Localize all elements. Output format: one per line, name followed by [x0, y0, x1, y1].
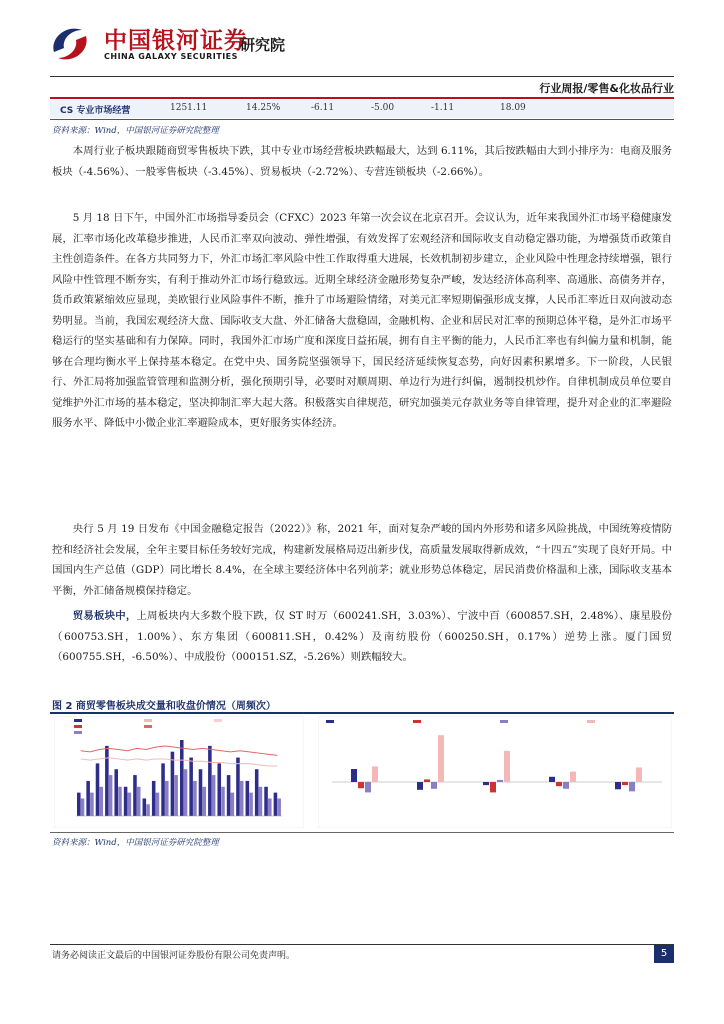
volume-bar [90, 793, 94, 816]
volume-bar [240, 781, 244, 816]
legend-swatch [74, 719, 82, 722]
volume-bar [109, 775, 113, 816]
change-bar [424, 779, 430, 782]
legend-swatch [144, 725, 152, 728]
volume-bar [180, 740, 184, 816]
legend-swatch [74, 725, 82, 728]
volume-bar [246, 781, 250, 816]
header-accent-divider [50, 97, 674, 99]
volume-bar [105, 746, 109, 816]
change-bar [351, 769, 357, 782]
change-bar [358, 782, 364, 788]
volume-price-chart [54, 716, 304, 828]
volume-bar [77, 793, 81, 816]
change-bar [570, 772, 576, 782]
table-source-note: 资料来源：Wind，中国银河证券研究院整理 [52, 126, 219, 136]
table-cell: 1251.11 [170, 103, 208, 113]
change-bar [636, 767, 642, 782]
legend-swatch [74, 731, 82, 734]
volume-bar [277, 798, 281, 816]
figure-title: 图 2 商贸零售板块成交量和收盘价情况（周频次） [52, 701, 276, 712]
subsector-change-chart [318, 716, 672, 828]
header-divider [50, 76, 674, 77]
galaxy-logo-icon [48, 22, 92, 66]
paragraph-subsector-summary: 本周行业子板块跟随商贸零售板块下跌，其中专业市场经营板块跌幅最大，达到 6.11%，其后按跌幅由大到小排序为：电商及服务板块（-4.56%）、一般零售板块（-3.45%）、贸易板块（-2.72%）、专营连锁板块（-2.66%）。 [52, 145, 672, 178]
change-bar [365, 782, 371, 792]
volume-bar [86, 781, 90, 816]
page-number: 5 [654, 945, 674, 963]
volume-bar [161, 763, 165, 816]
paragraph-trade-sector [52, 606, 672, 668]
table-row [50, 100, 674, 118]
change-bar [490, 782, 496, 792]
figure-source-note: 资料来源：Wind，中国银河证券研究院整理 [52, 838, 219, 848]
volume-bar [96, 763, 100, 816]
volume-bar [268, 798, 272, 816]
volume-bar [227, 775, 231, 816]
trade-sector-lead: 贸易板块中， [72, 610, 137, 622]
change-bar [417, 782, 423, 790]
change-bar [622, 782, 628, 785]
legend-swatch [413, 720, 421, 723]
change-bar [629, 782, 635, 791]
chart-frame [318, 716, 672, 828]
table-cell: 18.09 [500, 103, 526, 113]
change-bar [615, 782, 621, 789]
volume-bar [174, 775, 178, 816]
legend-swatch [500, 720, 508, 723]
table-cell-name: CS 专业市场经营 [60, 106, 131, 116]
volume-bar [114, 769, 118, 816]
volume-bar [143, 798, 147, 816]
volume-bar [171, 752, 175, 816]
table-cell: 14.25% [246, 103, 281, 113]
legend-swatch [214, 719, 222, 722]
volume-bar [217, 763, 221, 816]
volume-bar [221, 787, 225, 816]
volume-bar [212, 775, 216, 816]
legend-swatch [144, 719, 152, 722]
brand-name-cn: 中国银河证券 [104, 28, 248, 54]
report-section-title: 行业周报/零售&化妆品行业 [539, 82, 674, 95]
table-cell: -6.11 [311, 103, 335, 113]
change-bar [497, 780, 503, 782]
change-bar [438, 735, 444, 782]
change-bar [431, 782, 437, 789]
volume-bar [255, 769, 259, 816]
volume-bar [133, 775, 137, 816]
volume-bar [184, 769, 188, 816]
legend-swatch [326, 720, 334, 723]
volume-bar [199, 769, 203, 816]
volume-bar [193, 781, 197, 816]
table-cell: -5.00 [371, 103, 395, 113]
volume-bar [231, 793, 235, 816]
volume-bar [137, 787, 141, 816]
paragraph-financial-stability: 央行 5 月 19 日发布《中国金融稳定报告（2022）》称，2021 年，面对复杂严峻的国内外形势和诸多风险挑战，中国统筹疫情防控和经济社会发展，全年主要目标任务较好完成，构建新发展格局迈出新步伐，高质量发展取得新成效，“十四五”实现了良好开局。中国国内生产总值（GDP）同比增长 8.4%，在全球主要经济体中名列前茅；就业形势总体稳定，居民消费价格温和上涨，国际收支基本平衡，外汇储备规模保持稳定。 [52, 523, 672, 597]
figure-bottom-rule [50, 832, 674, 833]
volume-bar [152, 781, 156, 816]
volume-bar [249, 793, 253, 816]
volume-bar [202, 787, 206, 816]
volume-bar [274, 793, 278, 816]
footer-disclaimer: 请务必阅读正文最后的中国银河证券股份有限公司免责声明。 [52, 951, 296, 961]
volume-bar [156, 793, 160, 816]
volume-bar [208, 746, 212, 816]
volume-bar [165, 781, 169, 816]
footer-divider [50, 944, 674, 945]
change-bar [504, 751, 510, 782]
brand-name-en: CHINA GALAXY SECURITIES [104, 52, 238, 61]
volume-bar [236, 758, 240, 816]
volume-bar [128, 793, 132, 816]
change-bar [483, 782, 489, 785]
table-cell: -1.11 [431, 103, 455, 113]
change-bar [549, 777, 555, 782]
change-bar [372, 766, 378, 782]
volume-bar [99, 787, 103, 816]
volume-bar [189, 758, 193, 816]
legend-swatch [587, 720, 595, 723]
change-bar [556, 782, 562, 786]
brand-institute: 研究院 [240, 36, 286, 54]
figure-top-rule [50, 712, 674, 714]
volume-bar [146, 804, 150, 816]
volume-bar [124, 787, 128, 816]
paragraph-fx-committee: 5 月 18 日下午，中国外汇市场指导委员会（CFXC）2023 年第一次会议在北京召开。会议认为，近年来我国外汇市场平稳健康发展，汇率市场化改革稳步推进，人民币汇率双向波动、弹性增强，有效发挥了宏观经济和国际收支自动稳定器功能，为增强货币政策自主性创造条件。在各方共同努力下，外汇市场汇率风险中性工作取得重大进展，长效机制初步建立，企业风险中性理念持续增强，银行风险中性管理不断夯实，有利于推动外汇市场行稳致远。近期全球经济金融形势复杂严峻，发达经济体高利率、高通胀、高债务并存，货币政策紧缩效应显现，美欧银行业风险事件不断，推升了市场避险情绪，对美元汇率短期偏强形成支撑，人民币汇率近日双向波动态势明显。当前，我国宏观经济大盘、国际收支大盘、外汇储备大盘稳固，金融机构、企业和居民对汇率的预期总体平稳，是外汇市场平稳运行的坚实基础和有力保障。同时，我国外汇市场广度和深度日益拓展，拥有自主平衡的能力，人民币汇率也有纠偏力量和机制，能够在合理均衡水平上保持基本稳定。在党中央、国务院坚强领导下，国民经济延续恢复态势，向好因素积累增多。下一阶段，人民银行、外汇局将加强监管管理和监测分析，强化预期引导，必要时对顺周期、单边行为进行纠偏，遏制投机炒作。自律机制成员单位要自觉维护外汇市场的基本稳定，坚决抑制汇率大起大落。积极落实自律规范，研究加强美元存款业务等自律管理，提升对企业的汇率避险服务水平、降低中小微企业汇率避险成本，更好服务实体经济。 [52, 212, 672, 429]
change-bar [563, 782, 569, 789]
volume-bar [264, 787, 268, 816]
volume-bar [259, 787, 263, 816]
trade-sector-body: 上周板块内大多数个股下跌，仅 ST 时万（600241.SH，3.03%）、宁波中百（600857.SH，2.48%）、康星股份（600753.SH，1.00%）、东方集团（600811.SH，0.42%）及南纺股份（600250.SH，0.17%）逆势上涨。厦门国贸（600755.SH，-6.50%）、中成股份（000151.SZ，-5.26%）则跌幅较大。 [52, 610, 672, 663]
table-bottom-rule [50, 119, 674, 120]
volume-bar [81, 798, 85, 816]
volume-bar [118, 787, 122, 816]
